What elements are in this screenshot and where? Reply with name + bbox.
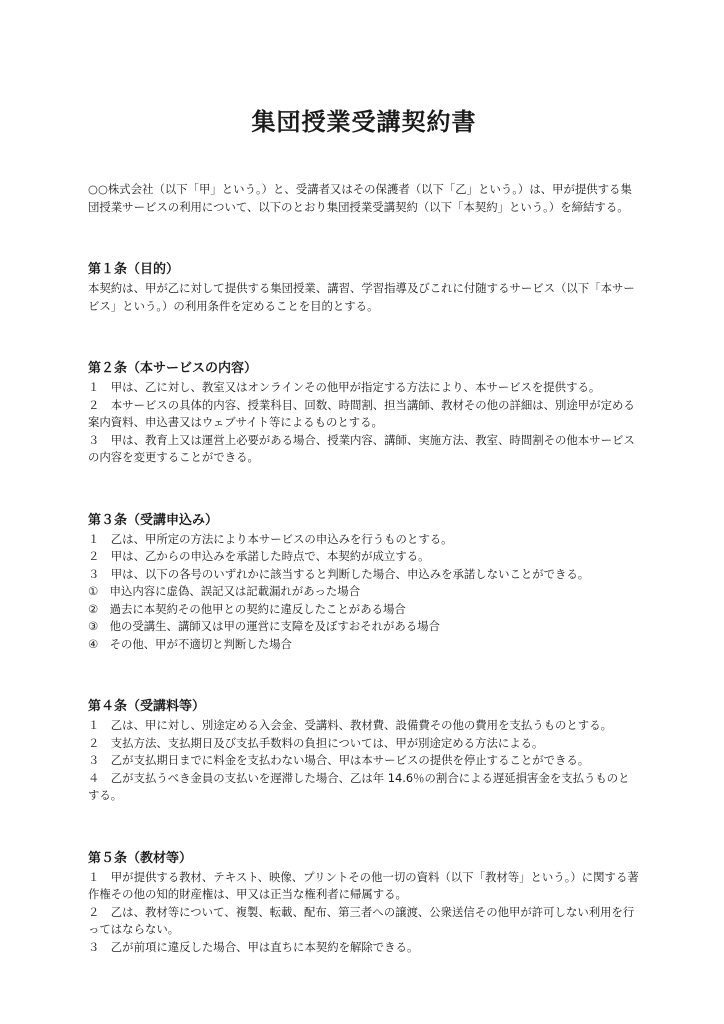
- article-paragraph: ２ 甲は、乙からの申込みを承諾した時点で、本契約が成立する。: [88, 549, 430, 563]
- article-paragraph: １ 乙は、甲に対し、別途定める入会金、受講料、教材費、設備費その他の費用を支払うものとする。: [88, 718, 612, 732]
- article-paragraph: １ 甲が提供する教材、テキスト、映像、プリントその他一切の資料（以下「教材等」という。）に関する著作権その他の知的財産権は、甲又は正当な権利者に帰属する。: [88, 869, 639, 901]
- article-heading: 第２条（本サービスの内容）: [88, 361, 258, 376]
- article-4: [88, 697, 640, 805]
- article-paragraph: ３ 甲は、教育上又は運営上必要がある場合、授業内容、講師、実施方法、教室、時間割その他本サービスの内容を変更することができる。: [88, 432, 635, 464]
- article-paragraph: ３ 乙が前項に違反した場合、甲は直ちに本契約を解除できる。: [88, 939, 419, 954]
- list-item: ① 申込内容に虚偽、誤記又は記載漏れがあった場合: [88, 584, 361, 598]
- list-item: ② 過去に本契約その他甲との契約に違反したことがある場合: [88, 601, 406, 616]
- article-heading: 第４条（受講料等）: [88, 699, 206, 714]
- article-2: [88, 359, 640, 467]
- article-paragraph: 本契約は、甲が乙に対して提供する集団授業、講習、学習指導及びこれに付随するサービス（以下「本サービス」という。）の利用条件を定めることを目的とする。: [88, 281, 635, 313]
- list-item: ③ 他の受講生、講師又は甲の運営に支障を及ぼすおそれがある場合: [88, 619, 440, 633]
- article-heading: 第１条（目的）: [88, 262, 180, 277]
- article-1: [88, 260, 640, 315]
- article-5: [88, 849, 640, 957]
- article-paragraph: ２ 支払方法、支払期日及び支払手数料の負担については、甲が別途定める方法による。: [88, 735, 544, 750]
- document-title: 集団授業受講契約書: [251, 108, 477, 136]
- preamble-paragraph: ○○株式会社（以下「甲」という。）と、受講者又はその保護者（以下「乙」という。）は、甲が提供する集団授業サービスの利用について、以下のとおり集団授業受講契約（以下「本契約」という。）を締結する。: [88, 182, 632, 214]
- article-paragraph: ２ 本サービスの具体的内容、授業科目、回数、時間割、担当講師、教材その他の詳細は、別途甲が定める案内資料、申込書又はウェブサイト等によるものとする。: [88, 397, 635, 429]
- article-paragraph: ３ 乙が支払期日までに料金を支払わない場合、甲は本サービスの提供を停止することができる。: [88, 753, 590, 767]
- list-item: ④ その他、甲が不適切と判断した場合: [88, 636, 292, 651]
- article-paragraph: １ 乙は、甲所定の方法により本サービスの申込みを行うものとする。: [88, 531, 453, 546]
- article-heading: 第５条（教材等）: [88, 850, 193, 866]
- article-paragraph: １ 甲は、乙に対し、教室又はオンラインその他甲が指定する方法により、本サービスを提供する。: [88, 380, 601, 394]
- article-paragraph: ４ 乙が支払うべき金員の支払いを遅滞した場合、乙は年 14.6％の割合による遅延損害金を支払うものとする。: [88, 770, 630, 802]
- article-paragraph: ３ 甲は、以下の各号のいずれかに該当すると判断した場合、申込みを承諾しないことができる。: [88, 566, 590, 581]
- article-heading: 第３条（受講申込み）: [88, 512, 219, 528]
- article-3: [88, 511, 640, 654]
- article-paragraph: ２ 乙は、教材等について、複製、転載、配布、第三者への譲渡、公衆送信その他甲が許可しない利用を行ってはならない。: [88, 904, 635, 936]
